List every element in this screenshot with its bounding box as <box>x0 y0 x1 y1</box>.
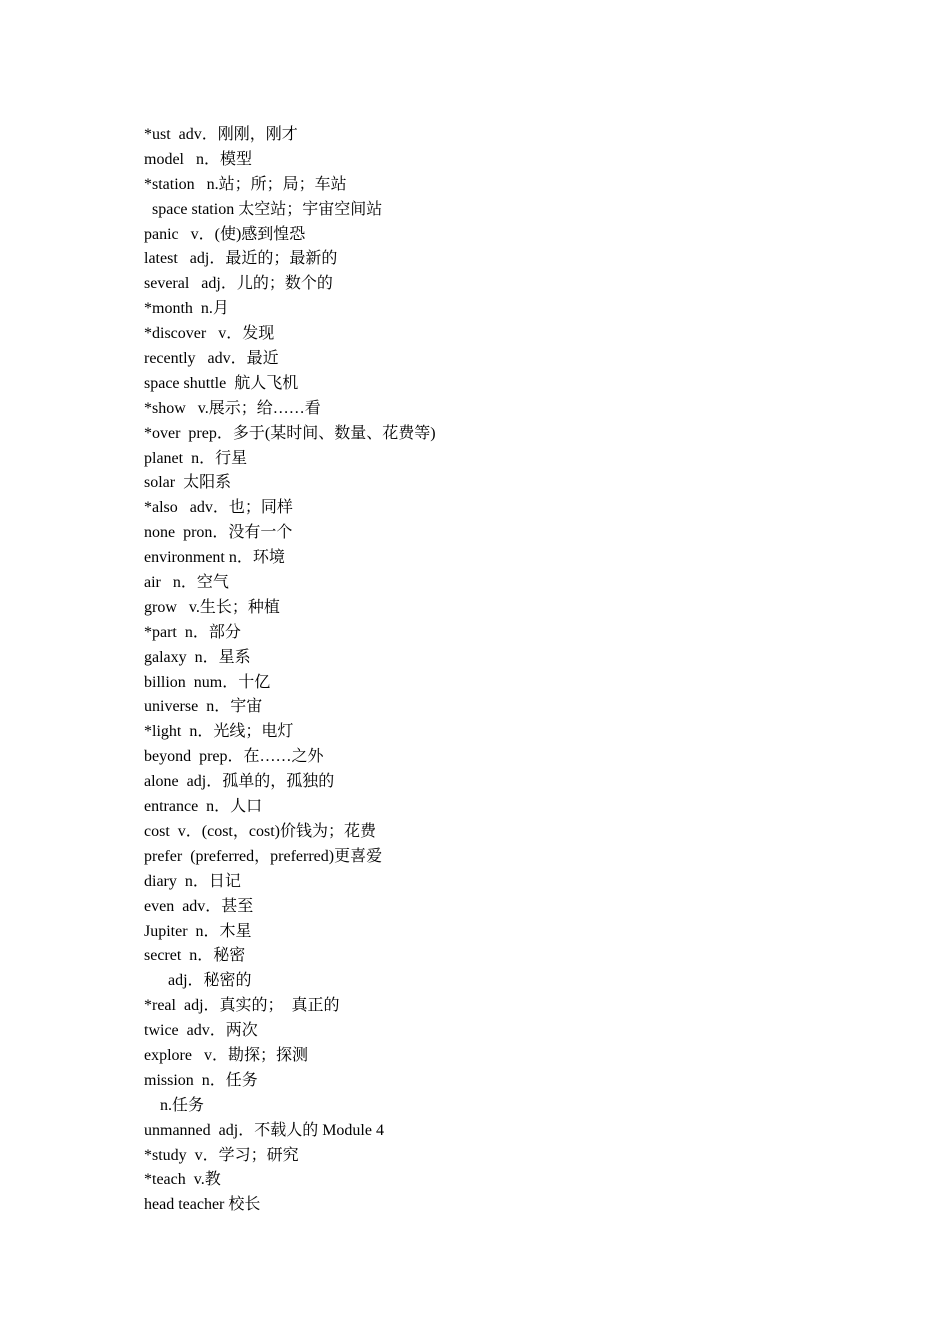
vocab-line: n.任务 <box>144 1096 205 1114</box>
vocab-line: none pron．没有一个 <box>144 524 293 542</box>
vocab-line: unmanned adj．不载人的 Module 4 <box>144 1121 384 1139</box>
vocab-line: air n．空气 <box>144 574 229 592</box>
vocab-line: Jupiter n．木星 <box>144 922 252 940</box>
vocab-line: adj．秘密的 <box>144 972 252 990</box>
vocab-line: *show v.展示；给……看 <box>144 399 321 417</box>
vocab-line: *light n．光线；电灯 <box>144 723 294 741</box>
vocab-line: *over prep．多于(某时间、数量、花费等) <box>144 424 436 442</box>
vocab-line: *ust adv．刚刚，刚才 <box>144 126 298 143</box>
vocab-line: even adv．甚至 <box>144 897 254 915</box>
vocab-line: environment n．环境 <box>144 549 285 567</box>
vocab-line: space shuttle 航人飞机 <box>144 374 299 392</box>
vocab-line: planet n．行星 <box>144 449 248 467</box>
vocab-line: alone adj．孤单的，孤独的 <box>144 773 335 791</box>
vocab-line: *station n.站；所；局；车站 <box>144 175 347 193</box>
vocab-line: twice adv．两次 <box>144 1022 258 1040</box>
vocab-line: diary n．日记 <box>144 872 241 890</box>
vocab-line: entrance n．人口 <box>144 798 263 816</box>
vocab-line: explore v．勘探；探测 <box>144 1046 308 1064</box>
vocab-line: secret n．秘密 <box>144 947 246 965</box>
vocab-line: grow v.生长；种植 <box>144 598 280 616</box>
vocab-line: universe n．宇宙 <box>144 698 263 716</box>
vocab-line: panic v．(使)感到惶恐 <box>144 225 306 243</box>
vocab-line: *discover v．发现 <box>144 325 275 343</box>
vocab-line: recently adv．最近 <box>144 350 279 368</box>
vocab-line: *month n.月 <box>144 300 229 318</box>
vocab-line: prefer (preferred，preferred)更喜爱 <box>144 847 383 865</box>
vocab-line: head teacher 校长 <box>144 1196 261 1214</box>
vocab-line: *also adv．也；同样 <box>144 499 293 517</box>
vocab-line: galaxy n．星系 <box>144 648 251 666</box>
vocab-line: *teach v.教 <box>144 1171 221 1189</box>
vocab-line: cost v．(cost，cost)价钱为；花费 <box>144 822 376 840</box>
vocab-line: space station 太空站；宇宙空间站 <box>144 200 383 218</box>
vocab-line: mission n．任务 <box>144 1071 258 1089</box>
vocab-line: billion num．十亿 <box>144 673 271 691</box>
vocab-line: solar 太阳系 <box>144 474 232 492</box>
vocab-line: beyond prep．在……之外 <box>144 748 324 766</box>
vocab-line: *part n．部分 <box>144 623 241 641</box>
vocab-line: *real adj．真实的； 真正的 <box>144 997 340 1015</box>
vocab-line: several adj．儿的；数个的 <box>144 275 333 293</box>
vocabulary-list <box>144 123 904 1218</box>
vocab-line: latest adj．最近的；最新的 <box>144 250 338 268</box>
vocab-line: *study v．学习；研究 <box>144 1146 299 1164</box>
vocab-line: model n．模型 <box>144 150 252 168</box>
